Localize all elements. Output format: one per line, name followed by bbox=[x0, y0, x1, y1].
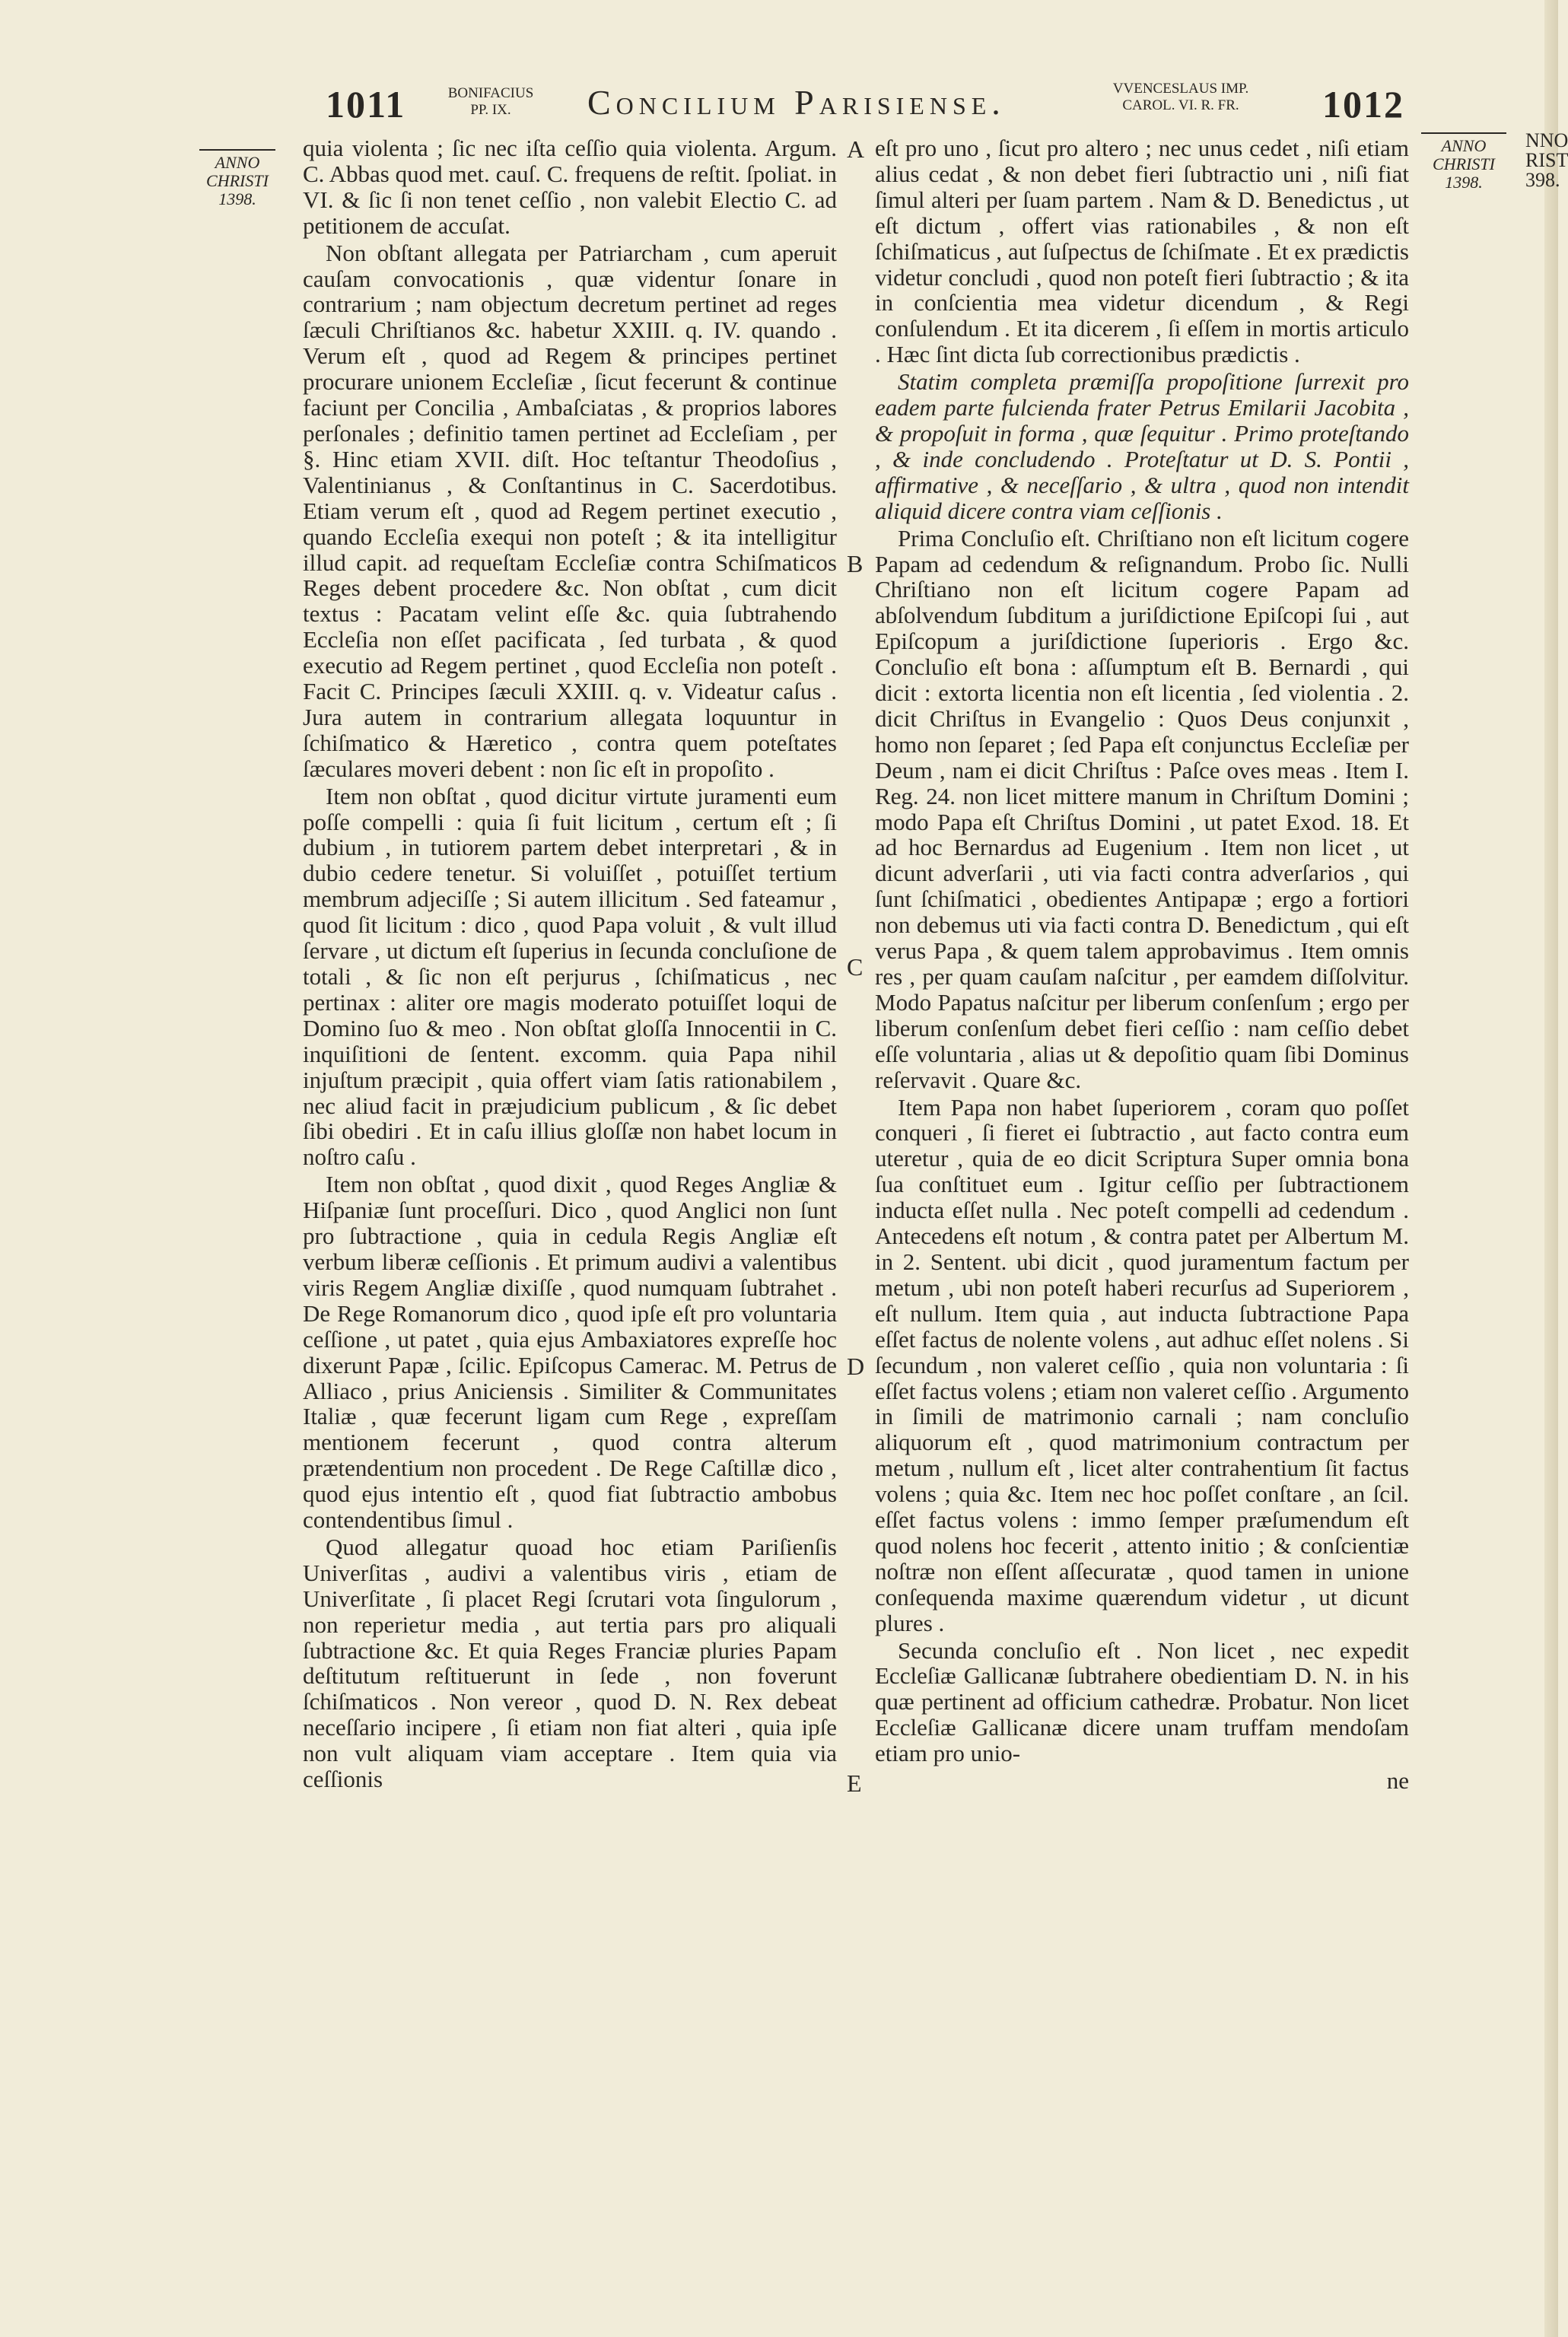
next-page-edge bbox=[1518, 99, 1568, 2305]
pope-title: PP. IX. bbox=[470, 102, 511, 118]
section-letter-e: E bbox=[847, 1769, 862, 1797]
catchword: ne bbox=[1386, 1767, 1409, 1795]
paragraph: eſt pro uno , ſicut pro altero ; nec unus cedet , niſi etiam alius cedat , & non debet fieri ſubtractio uni , niſi fiat ſimul alteri per ſuam partem . Nam & D. Benedictus , ut eſt dictum , offert vias rationabiles , & non eſt ſchiſmaticus , aut ſuſpectus de ſchiſmate . Et ex prædictis videtur concludi , quod non poteſt fieri ſubtractio ; & ita in conſcientia mea videtur dicendum , & Regi conſulendum . Et ita dicerem , ſi eſſem in mortis articulo . Hæc ſint dicta ſub correctionibus prædictis . bbox=[875, 135, 1409, 368]
section-letter-a: A bbox=[847, 135, 865, 163]
page-number-left: 1011 bbox=[326, 83, 406, 126]
margin-year-right bbox=[1421, 132, 1506, 192]
paragraph: Item Papa non habet ſuperiorem , coram quo poſſet conqueri , ſi fieret ei ſubtractio , aut facto contra eum uteretur , quia de eo dicit Scriptura Super omnia bona ſua conſtituet eum . Igitur ceſſio per ſubtractionem inducta eſſet nulla . Nec poteſt compelli ad cedendum . Antecedens eſt notum , & contra patet per Albertum M. in 2. Sentent. ubi dicit , quod juramentum factum per metum , ubi non poteſt haberi recurſus ad Superiorem , eſt nullum. Item quia , aut inducta ſubtractione Papa eſſet factus de nolente volens , aut adhuc eſſet nolens . Si ſecundum , non valeret ceſſio , quia non voluntaria : ſi eſſet factus volens ; etiam non valeret ceſſio . Argumento in ſimili de matrimonio carnali ; nam concluſio aliquorum eſt , quod matrimonium contractum per metum , nullum eſt , licet alter contrahentium ſit factus volens ; quia &c. Item nec hoc poſſet conſtare , an ſcil. eſſet factus volens : immo ſemper præſumendum eſt quod nolens hoc fecerit , attento initio ; & conſcientiæ noſtræ non eſſent aſſecuratæ , quod tamen in unione conſequenda maxime quærendum videtur , ut dicunt plures . bbox=[875, 1093, 1409, 1636]
section-letter-c: C bbox=[847, 953, 864, 981]
paragraph: Item non obſtat , quod dicitur virtute juramenti eum poſſe compelli : quia ſi fuit licitum , certum eſt ; ſi dubium , in tutiorem partem debet interpretari , & in dubio cedere tenetur. Si voluiſſet , potuiſſet tertium membrum adjeciſſe ; Si autem illicitum . Sed fateamur , quod ſit licitum : dico , quod Papa voluit , & vult illud ſervare , ut dictum eſt ſuperius in ſecunda concluſione de totali , & ſic non eſt perjurus , ſchiſmaticus , nec pertinax : aliter ore magis moderato potuiſſet loqui de Domino ſuo & meo . Non obſtat gloſſa Innocentii in C. inquiſitioni de ſentent. excomm. quia Papa nihil injuſtum præcipit , quia offert viam ſatis rationabilem , nec aliud facit in præjudicium publicum , & ſic debet ſibi obediri . Et in caſu illius gloſſæ non habet locum in noſtro caſu . bbox=[303, 782, 837, 1171]
paragraph: Prima Concluſio eſt. Chriſtiano non eſt licitum cogere Papam ad cedendum & reſignandum. Probo ſic. Nulli Chriſtiano non eſt licitum cogere Papam ad abſolvendum ſubditum a juriſdictione Epiſcopi ſui , aut Epiſcopum a juriſdictione ſuperioris . Ergo &c. Concluſio eſt bona : aſſumptum eſt B. Bernardi , qui dicit : extorta licentia non eſt licentia , ſed violentia . 2. dicit Chriſtus in Evangelio : Quos Deus conjunxit , homo non ſeparet ; ſed Papa eſt conjunctus Eccleſiæ per Deum , nam ei dicit Chriſtus : Paſce oves meas . Item I. Reg. 24. non licet mittere manum in Chriſtum Domini ; modo Papa eſt Chriſtus Domini , ut patet Exod. 18. Et ad hoc Bernardus ad Eugenium . Item non licet , ut dicunt adverſarii , uti via facti contra adverſarios , qui ſunt ſchiſmatici , obedientes Antipapæ ; ergo a fortiori non debemus uti via facti contra D. Benedictum , qui eſt verus Papa , & quem talem approbavimus . Item omnis res , per quam cauſam naſcitur , per eamdem diſſolvitur. Modo Papatus naſcitur per liberum conſenſum ; ergo per liberum conſenſum debet fieri ceſſio : nam ceſſio debet eſſe voluntaria , alias ut & depoſitio quam ſibi Dominus reſervavit . Quare &c. bbox=[875, 524, 1409, 1093]
king-name: CAROL. VI. R. FR. bbox=[1122, 97, 1239, 113]
edge-year: 398. bbox=[1525, 169, 1560, 191]
margin-anno: ANNO bbox=[1441, 136, 1487, 155]
margin-christi: CHRISTI bbox=[1433, 154, 1495, 173]
edge-anno: NNO bbox=[1525, 129, 1568, 151]
left-text-column bbox=[303, 135, 837, 1794]
pope-name: BONIFACIUS bbox=[447, 85, 534, 101]
paragraph: Item non obſtat , quod dixit , quod Reges Angliæ & Hiſpaniæ ſunt proceſſuri. Dico , quod Anglici non ſunt pro ſubtractione , quia in cedula Regis Angliæ eſt verbum liberæ ceſſionis . Et primum audivi a valentibus viris Regem Angliæ dixiſſe , quod numquam ſubtrahet . De Rege Romanorum dico , quod ipſe eſt pro voluntaria ceſſione , ut patet , quia ejus Ambaxiatores expreſſe hoc dixerunt Papæ , ſcilic. Epiſcopus Camerac. M. Petrus de Alliaco , prius Aniciensis . Similiter & Communitates Italiæ , quæ fecerunt ligam cum Rege , expreſſam mentionem fecerunt , quod contra alterum prætendentium non procedent . De Rege Caſtillæ dico , quod ejus intentio eſt , quod fiat ſubtractio ambobus contendentibus ſimul . bbox=[303, 1171, 837, 1534]
emperor-name: VVENCESLAUS IMP. bbox=[1112, 81, 1249, 97]
section-letter-d: D bbox=[847, 1353, 865, 1380]
paragraph: Secunda concluſio eſt . Non licet , nec expedit Eccleſiæ Gallicanæ ſubtrahere obedientiam D. N. in his quæ pertinent ad officium cathedræ. Probatur. Non licet Eccleſiæ Gallicanæ dicere unam truffam mendoſam etiam pro unio- bbox=[875, 1636, 1409, 1767]
section-letter-b: B bbox=[847, 550, 864, 577]
right-running-head bbox=[1089, 81, 1272, 114]
edge-christi: RIST bbox=[1525, 149, 1568, 171]
margin-christi: CHRISTI bbox=[206, 171, 269, 190]
margin-year: 1398. bbox=[218, 189, 256, 208]
left-running-head bbox=[434, 85, 548, 119]
paragraph: Non obſtant allegata per Patriarcham , cum aperuit cauſam convocationis , quæ videntur ſonare in contrarium ; nam objectum decretum pertinet ad reges ſæculi Chriſtianos &c. habetur XXIII. q. IV. quando . Verum eſt , quod ad Regem & principes pertinet procurare unionem Eccleſiæ , ſicut fecerunt & continue faciunt per Concilia , Ambaſciatas , & proprios labores perſonales ; definitio tamen pertinet ad Eccleſiam , per §. Hinc etiam XVII. diſt. Hoc teſtantur Theodoſius , Valentinianus , & Conſtantinus in C. Sacerdotibus. Etiam verum eſt , quod ad Regem pertinet executio , quando Eccleſia exequi non poteſt ; & ita intelligitur illud capit. ad requeſtam Eccleſiæ contra Schiſmaticos Reges debent procedere &c. Non obſtat , cum dicit textus : Pacatam velint eſſe &c. quia ſubtrahendo Eccleſia non eſſet pacificata , ſed turbata , & quod executio ad Regem pertinet , quod Eccleſia non poteſt . Facit C. Principes ſæculi XXIII. q. v. Videatur caſus . Jura autem in contrarium allegata loquuntur in ſchiſmatico & Hæretico , contra quem poteſtates ſæculares moveri debent : non ſic eſt in propoſito . bbox=[303, 239, 837, 782]
margin-year: 1398. bbox=[1445, 173, 1483, 192]
section-letters bbox=[847, 135, 873, 1885]
margin-year-left bbox=[199, 149, 275, 208]
margin-anno: ANNO bbox=[215, 153, 260, 172]
page-number-right: 1012 bbox=[1322, 83, 1404, 126]
council-title: Concilium Parisiense. bbox=[587, 83, 1006, 122]
running-header bbox=[0, 73, 1558, 134]
paragraph: Quod allegatur quoad hoc etiam Pariſienſis Univerſitas , audivi a valentibus viris , etiam de Univerſitate , ſi placet Regi ſcrutari vota ſingulorum , non reperietur media , aut tertia pars pro aliquali ſubtractione &c. Et quia Reges Franciæ pluries Papam deſtitutum reſtituerunt in ſede , non foverunt ſchiſmaticos . Non vereor , quod D. N. Rex debeat neceſſario incipere , ſi etiam non fiat alteri , quia ipſe non vult aliquam viam acceptare . Item quia via ceſſionis bbox=[303, 1533, 837, 1793]
right-text-column bbox=[875, 135, 1409, 1794]
paragraph: quia violenta ; ſic nec iſta ceſſio quia violenta. Argum. C. Abbas quod met. cauſ. C. frequens de reſtit. ſpoliat. in VI. & ſic ſi non tenet ceſſio , non valebit Electio C. ad petitionem de accuſat. bbox=[303, 135, 837, 239]
paragraph: Statim completa præmiſſa propoſitione ſurrexit pro eadem parte fulcienda frater Petrus Emilarii Jacobita , & propoſuit in forma , quæ ſequitur . Primo proteſtando , & inde concludendo . Proteſtatur ut D. S. Pontii , affirmative , & neceſſario , & ultra , quod non intendit aliquid dicere contra viam ceſſionis . bbox=[875, 368, 1409, 524]
